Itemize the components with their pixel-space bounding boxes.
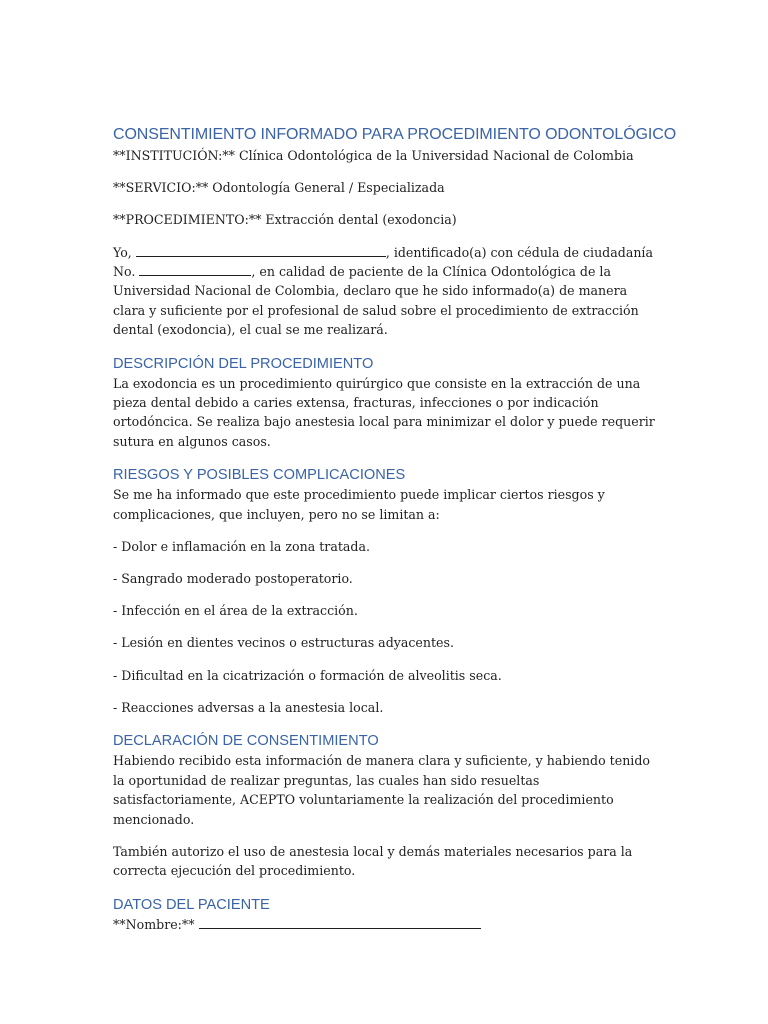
risk-item: - Lesión en dientes vecinos o estructuras adyacentes.	[113, 635, 454, 651]
section-heading-datos: DATOS DEL PACIENTE	[113, 896, 270, 913]
intro-text-2: , identificado(a) con cédula de ciudadanía No.	[113, 244, 653, 280]
section-heading-riesgos: RIESGOS Y POSIBLES COMPLICACIONES	[113, 467, 406, 484]
nombre-blank	[199, 916, 481, 929]
servicio-line: **SERVICIO:** Odontología General / Especializada	[113, 180, 445, 196]
intro-text-3: , en calidad de paciente de la Clínica Odontológica de la Universidad Nacional de Colombia, declaro que he sido informado(a) de manera clara y suficiente por el profesional de salud sobre el procedimiento de extracción dental (exodoncia), el cual se me realizará.	[113, 264, 639, 338]
patient-name-blank	[136, 244, 386, 257]
id-number-blank	[139, 263, 251, 276]
descripcion-paragraph: La exodoncia es un procedimiento quirúrgico que consiste en la extracción de una pieza dental debido a caries extensa, fracturas, infecciones o por indicación ortodóncica. Se realiza bajo anestesia local para minimizar el dolor y puede requerir sutura en algunos casos.	[113, 375, 655, 449]
institucion-line: **INSTITUCIÓN:** Clínica Odontológica de la Universidad Nacional de Colombia	[113, 148, 634, 163]
procedimiento-line: **PROCEDIMIENTO:** Extracción dental (exodoncia)	[113, 212, 457, 228]
risk-item: - Dificultad en la cicatrización o formación de alveolitis seca.	[113, 667, 502, 683]
nombre-line	[113, 915, 658, 934]
intro-paragraph	[113, 243, 658, 340]
section-heading-descripcion: DESCRIPCIÓN DEL PROCEDIMIENTO	[113, 355, 374, 372]
document-title: CONSENTIMIENTO INFORMADO PARA PROCEDIMIENTO ODONTOLÓGICO	[113, 126, 677, 143]
risk-item: - Reacciones adversas a la anestesia local.	[113, 699, 384, 715]
document-content	[113, 124, 677, 947]
risk-item: - Sangrado moderado postoperatorio.	[113, 571, 353, 587]
risk-item: - Infección en el área de la extracción.	[113, 603, 358, 619]
declaracion-paragraph-2: También autorizo el uso de anestesia local y demás materiales necesarios para la correcta ejecución del procedimiento.	[113, 843, 633, 879]
declaracion-paragraph-1: Habiendo recibido esta información de manera clara y suficiente, y habiendo tenido la oportunidad de realizar preguntas, las cuales han sido resueltas satisfactoriamente, ACEPTO voluntariamente la realización del procedimiento mencionado.	[113, 753, 650, 827]
nombre-label: **Nombre:**	[113, 916, 199, 932]
section-heading-declaracion: DECLARACIÓN DE CONSENTIMIENTO	[113, 733, 379, 750]
intro-text-1: Yo,	[113, 244, 136, 260]
risk-item: - Dolor e inflamación en la zona tratada.	[113, 538, 370, 554]
riesgos-intro: Se me ha informado que este procedimiento puede implicar ciertos riesgos y complicaciones, que incluyen, pero no se limitan a:	[113, 487, 605, 522]
